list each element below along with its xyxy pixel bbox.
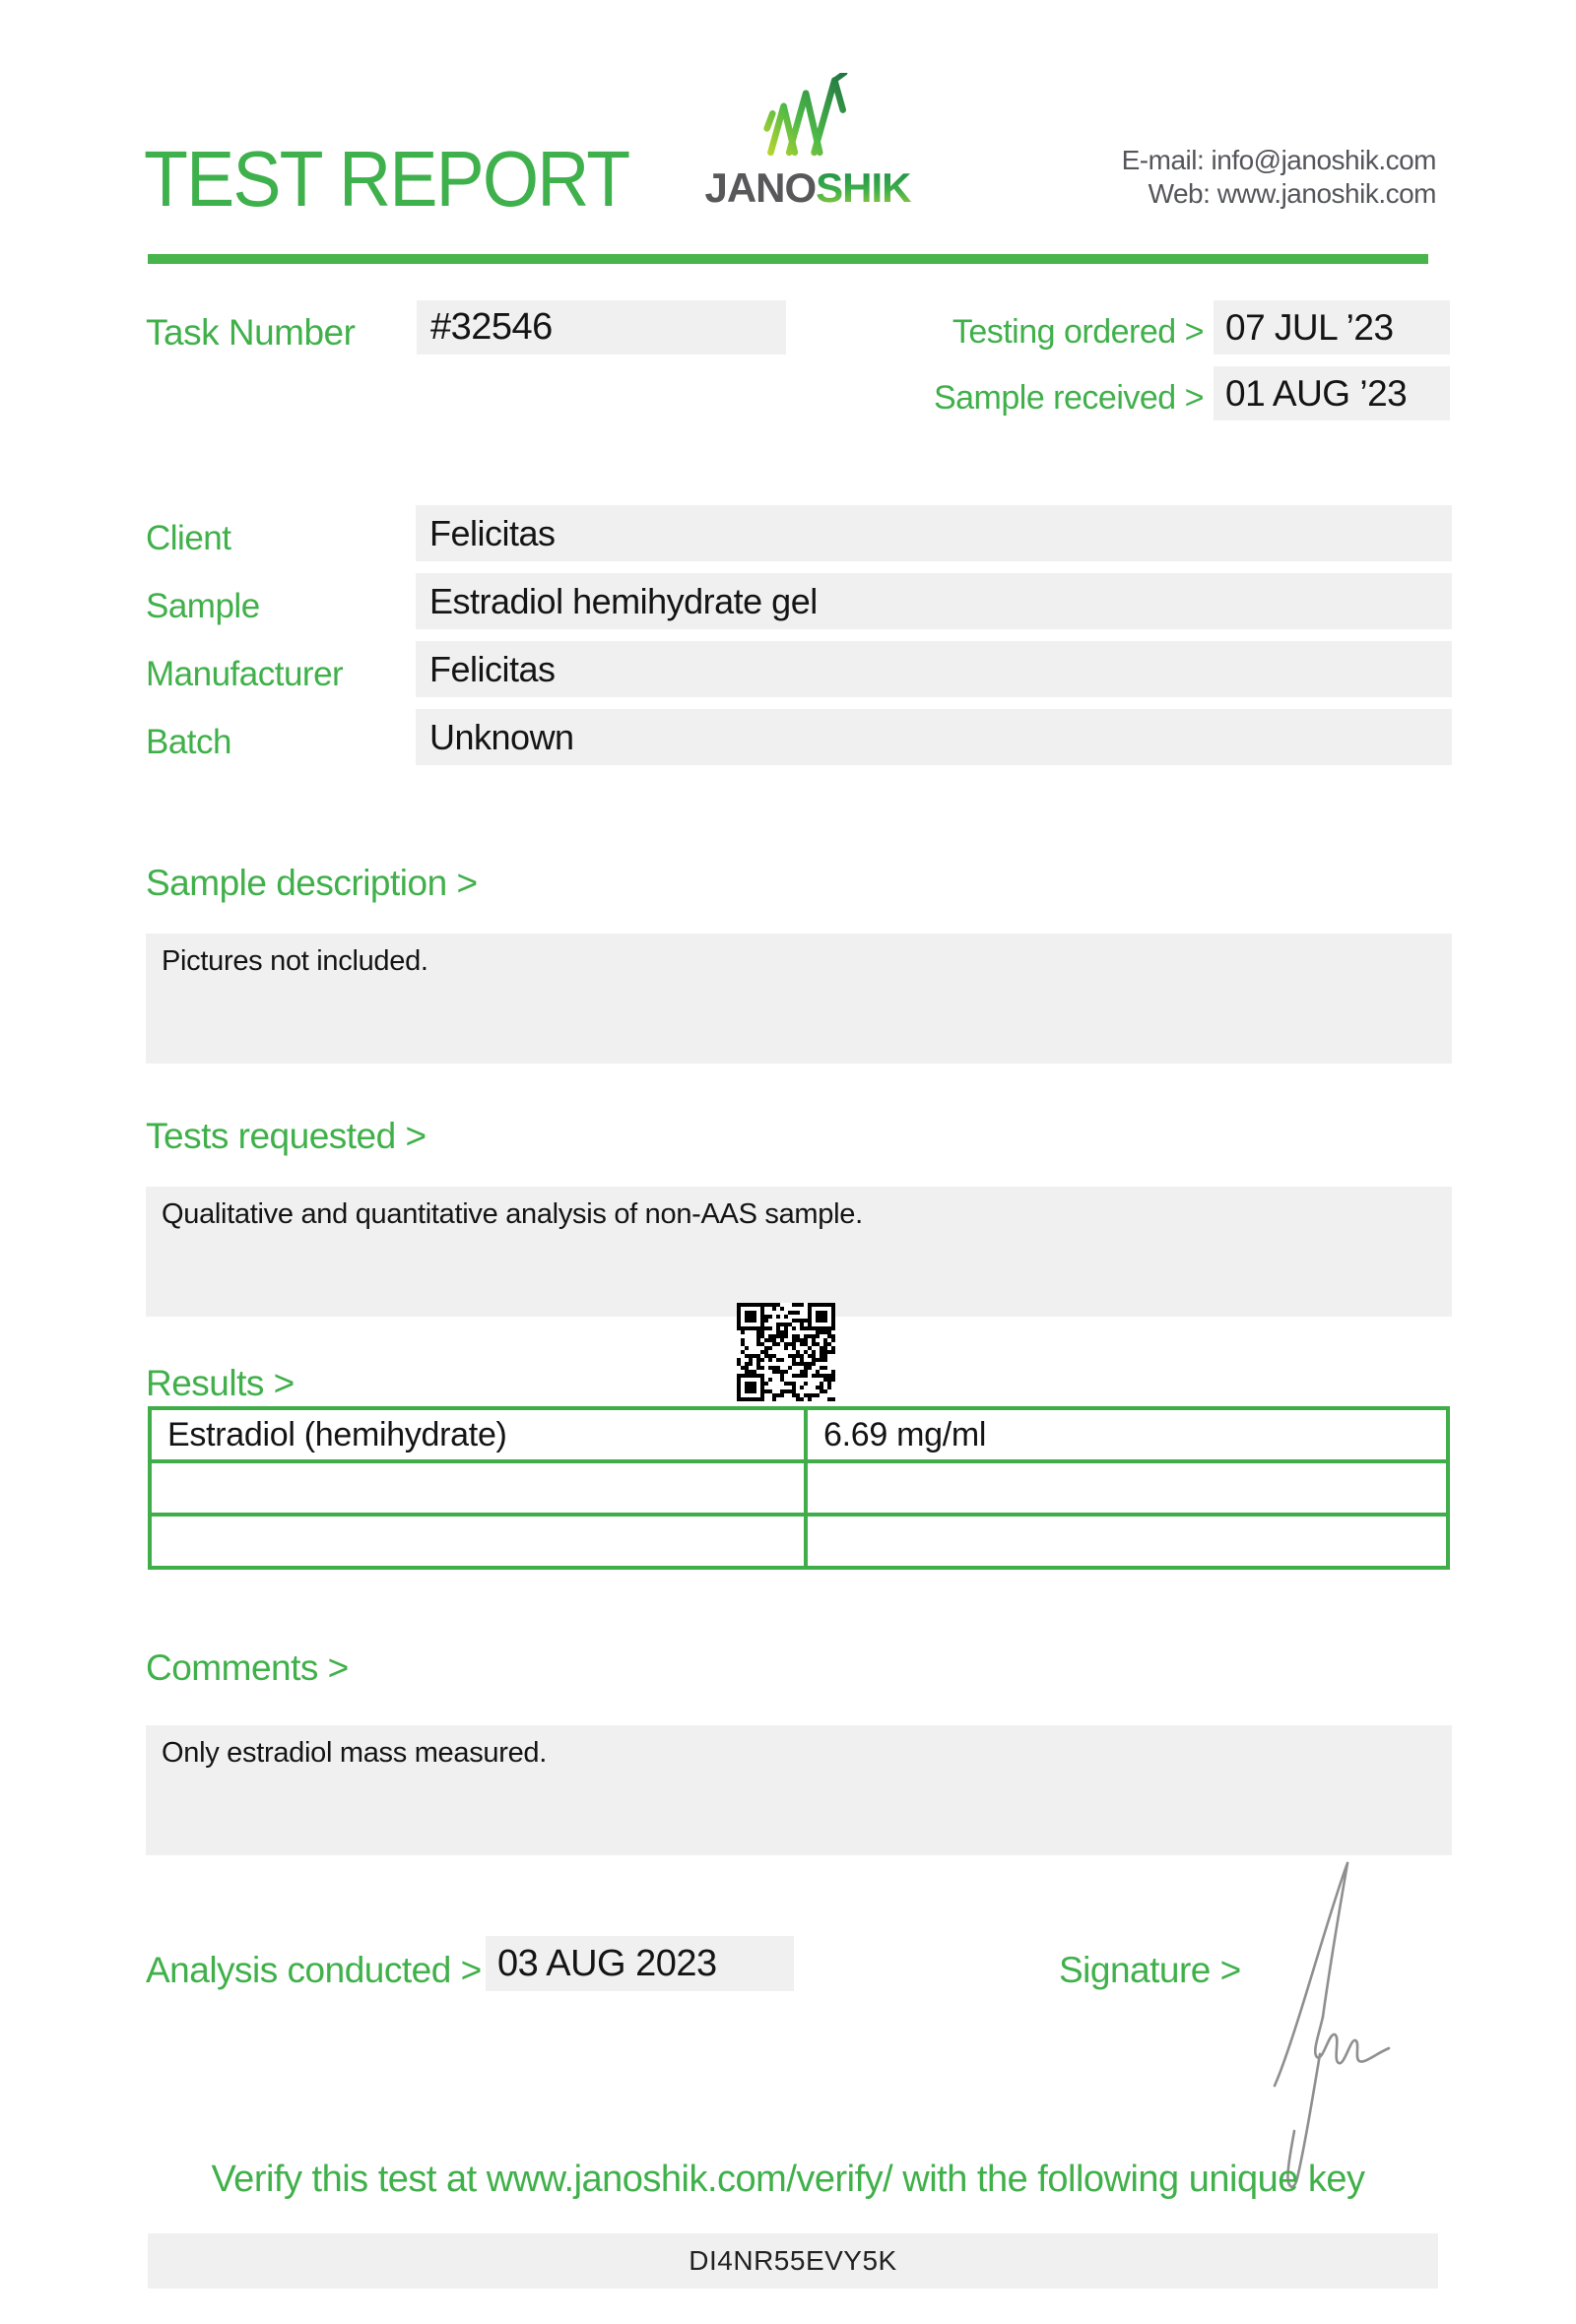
logo-shik: SHIK <box>816 164 911 211</box>
table-row <box>150 1408 1448 1461</box>
sample-description-text: Pictures not included. <box>162 945 428 977</box>
task-number-value: #32546 <box>430 306 553 348</box>
verify-key-value: DI4NR55EVY5K <box>689 2245 897 2276</box>
verify-key-box <box>148 2233 1438 2289</box>
testing-ordered-value: 07 JUL ’23 <box>1225 306 1394 348</box>
manufacturer-field <box>416 641 1452 697</box>
manufacturer-value: Felicitas <box>429 648 556 689</box>
sample-label: Sample <box>146 587 260 625</box>
verify-instruction: Verify this test at www.janoshik.com/verify/ with the following unique key <box>211 2159 1365 2200</box>
sample-received-value: 01 AUG ’23 <box>1225 372 1408 414</box>
logo-jano: JANO <box>704 164 817 211</box>
tests-requested-text: Qualitative and quantitative analysis of non-AAS sample. <box>162 1198 863 1230</box>
tests-requested-heading: Tests requested > <box>146 1116 427 1156</box>
sample-description-heading: Sample description > <box>146 863 478 903</box>
sample-description-box <box>146 934 1452 1064</box>
header-divider <box>148 254 1428 264</box>
result-analyte-cell <box>150 1461 806 1515</box>
analysis-conducted-label: Analysis conducted > <box>146 1950 482 1990</box>
logo-wordmark <box>690 164 926 211</box>
batch-label: Batch <box>146 723 231 761</box>
manufacturer-label: Manufacturer <box>146 655 344 693</box>
sample-value: Estradiol hemihydrate gel <box>429 580 818 621</box>
result-analyte-cell <box>150 1515 806 1568</box>
task-number-label: Task Number <box>146 312 356 353</box>
contact-info <box>1122 144 1436 211</box>
testing-ordered-label: Testing ordered > <box>952 313 1204 351</box>
testing-ordered-field <box>1214 300 1450 355</box>
table-row <box>150 1461 1448 1515</box>
analysis-conducted-field <box>486 1936 794 1991</box>
page-title: TEST REPORT <box>144 135 629 223</box>
chart-growth-icon <box>758 73 857 165</box>
comments-heading: Comments > <box>146 1647 349 1688</box>
result-value-cell: 6.69 mg/ml <box>806 1408 1448 1461</box>
sample-received-label: Sample received > <box>933 379 1204 417</box>
sample-received-field <box>1214 366 1450 420</box>
qr-code <box>737 1303 835 1401</box>
task-number-field <box>417 300 786 355</box>
table-row <box>150 1515 1448 1568</box>
janoshik-logo <box>690 73 926 209</box>
results-heading: Results > <box>146 1363 295 1403</box>
results-table <box>148 1406 1450 1570</box>
contact-web: Web: www.janoshik.com <box>1148 178 1436 209</box>
result-value-cell <box>806 1515 1448 1568</box>
result-value-cell <box>806 1461 1448 1515</box>
batch-field <box>416 709 1452 765</box>
analysis-conducted-value: 03 AUG 2023 <box>497 1942 717 1984</box>
contact-email: E-mail: info@janoshik.com <box>1121 145 1436 175</box>
client-field <box>416 505 1452 561</box>
comments-text: Only estradiol mass measured. <box>162 1737 548 1769</box>
signature-label: Signature > <box>1059 1950 1241 1990</box>
signature-image <box>1261 1857 1399 2202</box>
client-value: Felicitas <box>429 512 556 553</box>
tests-requested-box <box>146 1187 1452 1317</box>
batch-value: Unknown <box>429 716 574 757</box>
result-analyte-cell: Estradiol (hemihydrate) <box>150 1408 806 1461</box>
sample-field <box>416 573 1452 629</box>
comments-box <box>146 1725 1452 1855</box>
client-label: Client <box>146 519 231 557</box>
